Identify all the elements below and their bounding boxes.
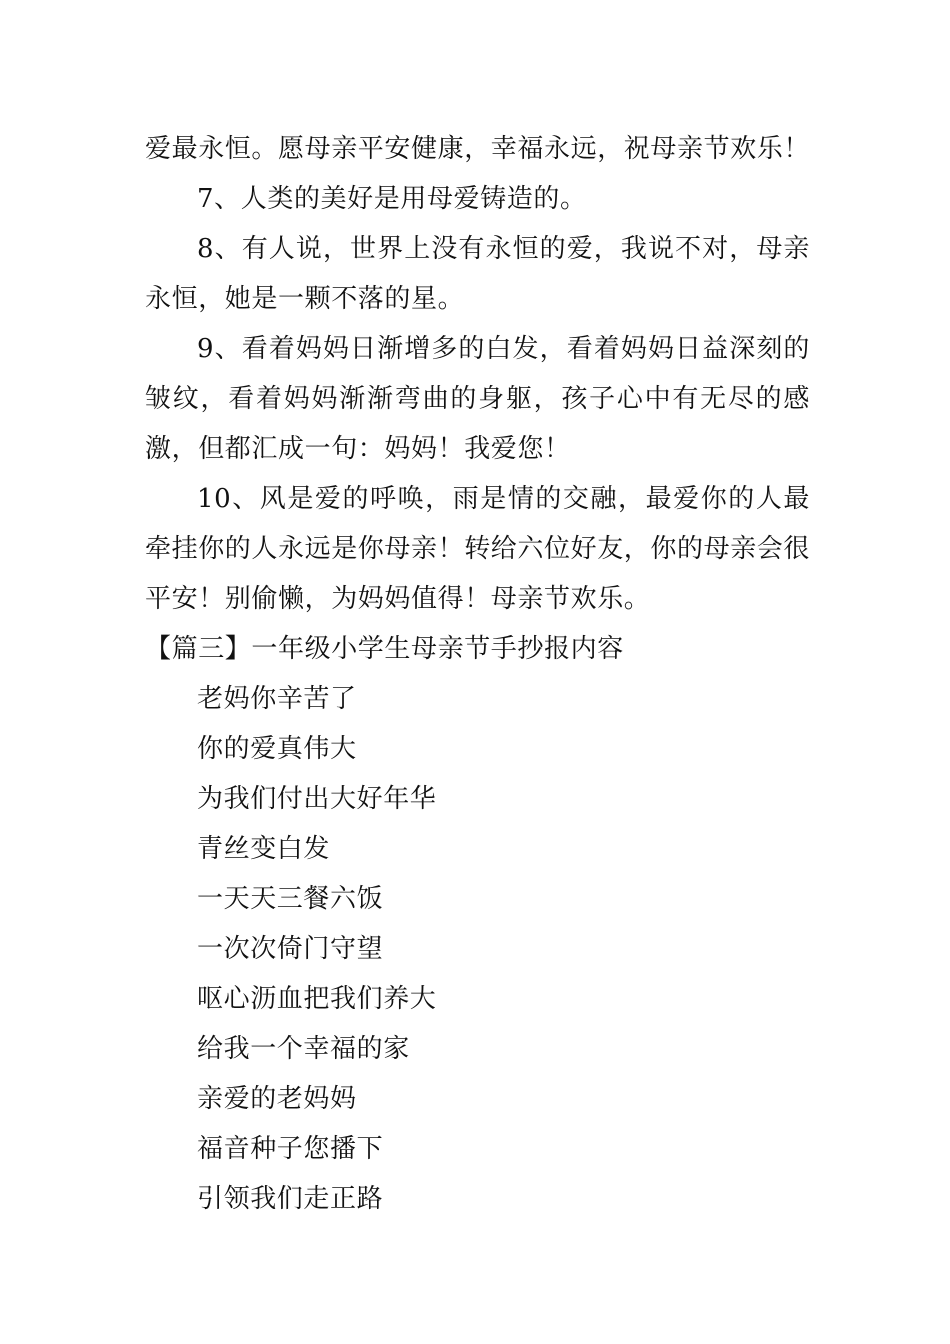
paragraph-continuation: 爱最永恒。愿母亲平安健康，幸福永远，祝母亲节欢乐！ <box>145 134 811 164</box>
paragraph-item-7: 7、人类的美好是用母爱铸造的。 <box>197 184 587 214</box>
paragraph-item-8: 8、有人说，世界上没有永恒的爱，我说不对，母亲永恒，她是一颗不落的星。 <box>145 234 810 314</box>
poem-line: 老妈你辛苦了 <box>197 684 357 714</box>
paragraph-item-10: 10、风是爱的呼唤，雨是情的交融，最爱你的人最牵挂你的人永远是你母亲！转给六位好友，你的母亲会很平安！别偷懒，为妈妈值得！母亲节欢乐。 <box>145 484 811 614</box>
paragraph-item-9: 9、看着妈妈日渐增多的白发，看着妈妈日益深刻的皱纹，看着妈妈渐渐弯曲的身躯，孩子心中有无尽的感激，但都汇成一句：妈妈！我爱您！ <box>145 334 810 464</box>
poem-line: 青丝变白发 <box>197 834 331 864</box>
poem-line: 引领我们走正路 <box>197 1184 384 1214</box>
poem-line: 亲爱的老妈妈 <box>197 1084 357 1114</box>
poem-line: 为我们付出大好年华 <box>197 784 437 814</box>
poem-line: 一次次倚门守望 <box>197 934 384 964</box>
poem-line: 一天天三餐六饭 <box>197 884 384 914</box>
poem-line: 福音种子您播下 <box>197 1134 384 1164</box>
poem-line: 呕心沥血把我们养大 <box>197 984 437 1014</box>
section-heading: 【篇三】一年级小学生母亲节手抄报内容 <box>145 634 624 664</box>
poem-line: 你的爱真伟大 <box>197 734 357 764</box>
document-body <box>145 124 810 1224</box>
poem-line: 给我一个幸福的家 <box>197 1034 410 1064</box>
